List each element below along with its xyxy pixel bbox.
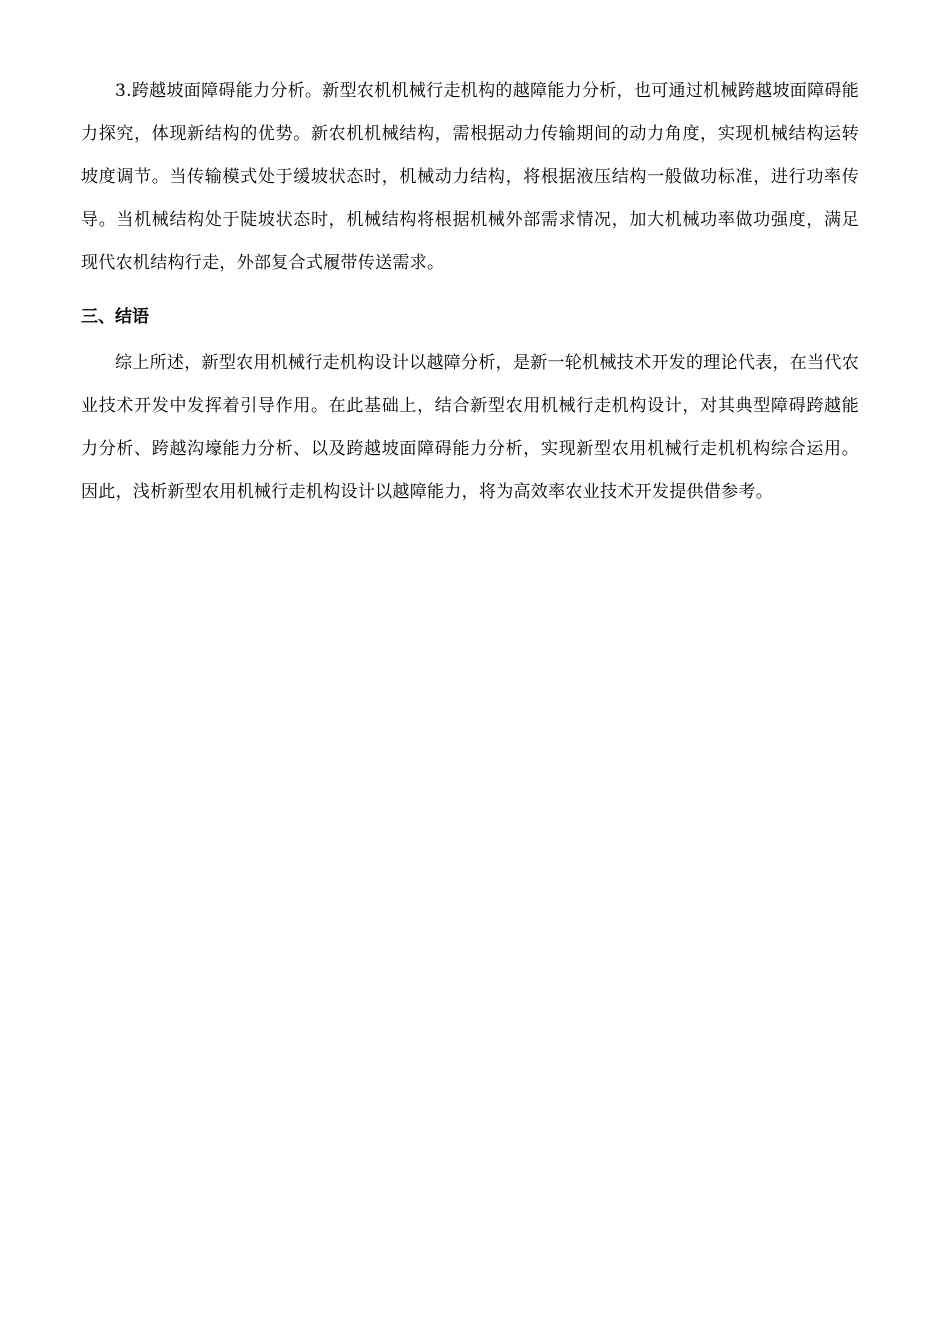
section-heading-conclusion: 三、结语 [81, 307, 149, 327]
document-page [81, 70, 859, 514]
paragraph-conclusion: 综上所述，新型农用机械行走机构设计以越障分析，是新一轮机械技术开发的理论代表，在当代农业技术开发中发挥着引导作用。在此基础上，结合新型农用机械行走机构设计，对其典型障碍跨越能力分析、跨越沟壕能力分析、以及跨越坡面障碍能力分析，实现新型农用机械行走机机构综合运用。因此，浅析新型农用机械行走机构设计以越障能力，将为高效率农业技术开发提供借参考。 [81, 353, 859, 502]
paragraph-slope-obstacle-analysis: 3.跨越坡面障碍能力分析。新型农机机械行走机构的越障能力分析，也可通过机械跨越坡面障碍能力探究，体现新结构的优势。新农机机械结构，需根据动力传输期间的动力角度，实现机械结构运转坡度调节。当传输模式处于缓坡状态时，机械动力结构，将根据液压结构一般做功标准，进行功率传导。当机械结构处于陡坡状态时，机械结构将根据机械外部需求情况，加大机械功率做功强度，满足现代农机结构行走，外部复合式履带传送需求。 [81, 81, 859, 273]
